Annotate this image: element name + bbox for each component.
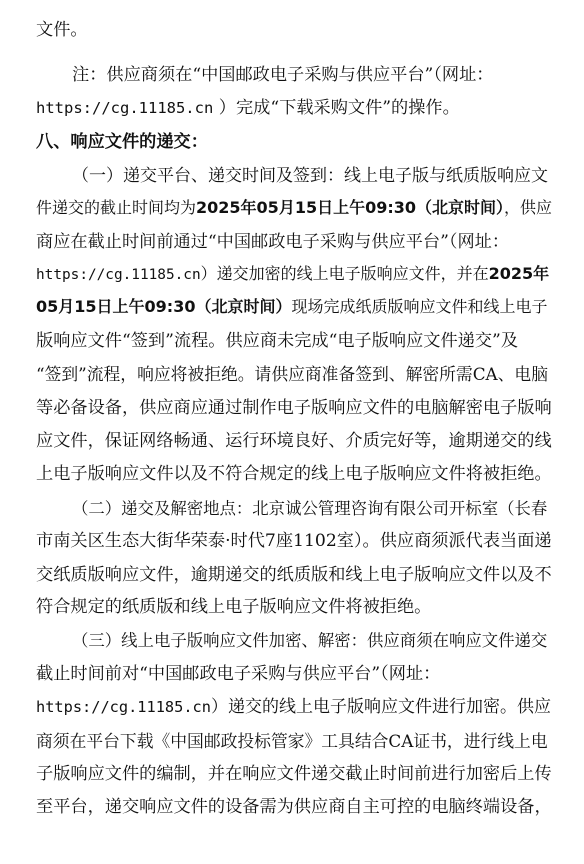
text-segment: ）完成“下载采购文件”的操作。: [218, 98, 460, 118]
section-heading: [36, 125, 552, 159]
text-line: [36, 558, 552, 592]
text-line: [36, 524, 552, 558]
text-segment: （二）递交及解密地点：北京诚公管理咨询有限公司开标室（长春: [72, 499, 548, 518]
text-line: [72, 624, 552, 658]
heading-text: 八、响应文件的递交：: [36, 132, 208, 152]
text-segment: “签到”流程，响应将被拒绝。请供应商准备签到、解密所需CA、电脑: [36, 364, 548, 384]
text-segment: 符合规定的纸质版和线上电子版响应文件将被拒绝。: [36, 597, 432, 617]
text-segment: 件递交的截止时间均为: [36, 198, 197, 217]
text-line: [36, 391, 552, 425]
text-line: [36, 724, 552, 758]
text-segment: 等必备设备，供应商应通过制作电子版响应文件的电脑解密电子版响: [36, 398, 552, 418]
text-segment: 市南关区生态大街华荣泰·时代7座1102室）。供应商须派代表当面递: [36, 531, 552, 551]
text-line: [36, 690, 552, 724]
text-segment: 版响应文件“签到”流程。供应商未完成“电子版响应文件递交”及: [36, 331, 519, 351]
text-segment: （一）递交平台、递交时间及签到：线上电子版与纸质版响应文: [72, 166, 548, 186]
text-line: [36, 324, 552, 358]
text-segment: 商应在截止时间前通过“中国邮政电子采购与供应平台”（网址：: [36, 232, 510, 252]
text-segment: 注：供应商须在“中国邮政电子采购与供应平台”（网址：: [72, 65, 494, 85]
bold-text: 05月15日上午09:30（北京时间）: [36, 297, 292, 316]
text-segment: 交纸质版响应文件，逾期递交的纸质版和线上电子版响应文件以及不: [36, 565, 552, 585]
text-line: [72, 492, 552, 526]
text-segment: ）递交的线上电子版响应文件进行加密。供应: [210, 697, 551, 717]
text-segment: 文件。: [36, 20, 88, 40]
text-line: [36, 225, 552, 259]
text-line: [36, 13, 552, 47]
url-text: https://cg.11185.cn: [36, 267, 201, 283]
text-line: [36, 757, 552, 791]
url-text: https://cg.11185.cn: [36, 99, 214, 117]
text-line: [36, 790, 552, 824]
text-segment: ，供应: [504, 198, 552, 217]
text-line: [72, 58, 552, 92]
text-segment: 子版响应文件的编制，并在响应文件递交截止时间前进行加密后上传: [36, 764, 552, 784]
text-line: [36, 357, 552, 391]
text-line: [36, 257, 552, 291]
text-line: [36, 191, 552, 225]
text-segment: ）递交加密的线上电子版响应文件，并在: [200, 264, 489, 283]
bold-text: 2025年: [488, 264, 550, 283]
bold-text: 2025年05月15日上午09:30（北京时间）: [196, 198, 505, 217]
text-line: [36, 424, 552, 458]
text-segment: 至平台，递交响应文件的设备需为供应商自主可控的电脑终端设备，: [36, 797, 552, 817]
text-line: [36, 590, 552, 624]
text-segment: 现场完成纸质版响应文件和线上电子: [291, 297, 548, 316]
text-segment: 商须在平台下载《中国邮政投标管家》工具结合CA证书，进行线上电: [36, 731, 548, 751]
text-line: [36, 657, 552, 691]
text-segment: （三）线上电子版响应文件加密、解密：供应商须在响应文件递交: [72, 631, 548, 650]
text-line: [36, 457, 552, 491]
text-segment: 应文件，保证网络畅通、运行环境良好、介质完好等，逾期递交的线: [36, 431, 552, 451]
text-segment: 截止时间前对“中国邮政电子采购与供应平台”（网址：: [36, 664, 441, 684]
url-text: https://cg.11185.cn: [36, 698, 211, 716]
text-line: [36, 290, 552, 324]
text-line: [72, 159, 552, 193]
text-line: [36, 91, 552, 125]
text-segment: 上电子版响应文件以及不符合规定的线上电子版响应文件将被拒绝。: [36, 464, 552, 484]
